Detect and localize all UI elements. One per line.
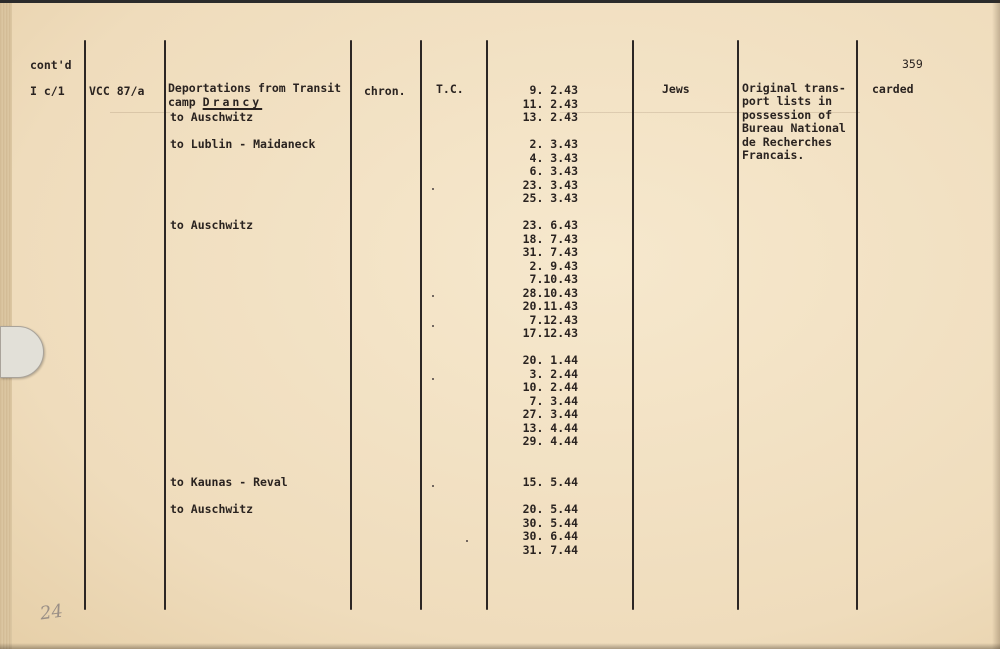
column-divider: [737, 40, 739, 610]
source-line: Francais.: [742, 148, 805, 162]
column-divider: [856, 40, 858, 610]
transport-date: 23. 3.43: [522, 177, 578, 192]
transport-date: 27. 3.44: [522, 407, 578, 422]
right-shadow: [992, 0, 1000, 649]
transport-date: 15. 5.44: [522, 475, 578, 489]
entry-code: I c/1: [30, 84, 65, 98]
ink-dot: [432, 295, 434, 297]
transport-date: 13. 4.44: [522, 420, 578, 435]
page-stack-edge: [0, 0, 12, 649]
column-divider: [164, 40, 166, 610]
column-divider: [420, 40, 422, 610]
transport-date: 31. 7.44: [522, 542, 578, 557]
page-number: 359: [902, 57, 923, 71]
transport-date: 2. 3.43: [529, 137, 578, 151]
entry-title: Deportations from Transit: [168, 81, 342, 95]
transport-date: 7.10.43: [529, 272, 578, 287]
column-divider: [350, 40, 352, 610]
transport-date: 23. 6.43: [522, 218, 578, 232]
transport-date: 17.12.43: [522, 326, 578, 341]
transport-date: 31. 7.43: [522, 245, 578, 260]
transport-date: 7. 3.44: [529, 393, 578, 408]
destination-label: to Lublin - Maidaneck: [170, 137, 316, 151]
transport-date: 6. 3.43: [529, 164, 578, 179]
ink-dot: [432, 378, 434, 380]
bleed-through-line: [110, 112, 170, 113]
entry-tc: T.C.: [436, 82, 464, 96]
ink-dot: [432, 485, 434, 487]
transport-date: 28.10.43: [522, 285, 578, 300]
entry-kind: chron.: [364, 84, 406, 98]
transport-date: 20.11.43: [522, 299, 578, 314]
destination-label: to Auschwitz: [170, 502, 254, 516]
source-line: Original trans-: [742, 81, 846, 95]
transport-date: 25. 3.43: [522, 191, 578, 206]
entry-reference: VCC 87/a: [89, 84, 145, 98]
transport-date: 3. 2.44: [529, 366, 578, 381]
transport-date: 13. 2.43: [522, 110, 578, 125]
column-divider: [632, 40, 634, 610]
pencil-annotation: 24: [38, 600, 65, 625]
ink-dot: [466, 540, 468, 542]
destination-label: to Auschwitz: [170, 110, 254, 124]
transport-date: 20. 1.44: [522, 353, 578, 367]
bottom-shadow: [0, 643, 1000, 649]
transport-date: 2. 9.43: [529, 258, 578, 273]
transport-date: 7.12.43: [529, 312, 578, 327]
transport-date: 11. 2.43: [522, 96, 578, 111]
transport-date: 29. 4.44: [522, 434, 578, 449]
transport-date: 20. 5.44: [522, 502, 578, 516]
source-line: port lists in: [742, 94, 833, 109]
transport-date: 4. 3.43: [529, 150, 578, 165]
entry-group: Jews: [662, 82, 690, 96]
ink-dot: [432, 188, 434, 190]
entry-title-camp: [168, 96, 262, 110]
camp-name: Drancy: [202, 95, 263, 109]
transport-date: 10. 2.44: [522, 380, 578, 395]
transport-date: 9. 2.43: [529, 83, 578, 97]
column-divider: [84, 40, 86, 610]
transport-date: 30. 5.44: [522, 515, 578, 530]
source-line: de Recherches: [742, 134, 833, 149]
destination-label: to Kaunas - Reval: [170, 475, 288, 489]
source-line: possession of: [742, 107, 833, 122]
transport-date: 30. 6.44: [522, 529, 578, 544]
top-edge: [0, 0, 1000, 3]
transport-date: 18. 7.43: [522, 231, 578, 246]
source-line: Bureau National: [742, 121, 846, 136]
destination-label: to Auschwitz: [170, 218, 254, 232]
column-divider: [486, 40, 488, 610]
camp-word: camp: [168, 95, 196, 109]
continued-label: cont'd: [30, 58, 72, 72]
ink-dot: [432, 325, 434, 327]
index-tab[interactable]: [0, 326, 44, 378]
entry-status: carded: [872, 82, 914, 96]
